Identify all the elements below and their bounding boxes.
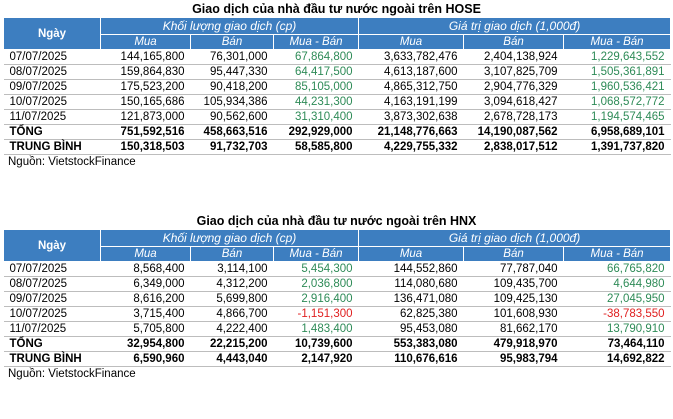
- date-cell: 11/07/2025: [4, 110, 101, 125]
- average-vol-buy-cell: 6,590,960: [101, 352, 191, 367]
- val-buy-cell: 4,163,191,199: [359, 95, 464, 110]
- vol-sell-cell: 4,312,200: [191, 277, 274, 292]
- vol-net-cell: 2,036,800: [274, 277, 359, 292]
- date-cell: 07/07/2025: [4, 50, 101, 65]
- vol-net-cell: 44,231,300: [274, 95, 359, 110]
- val-sell-cell: 2,678,728,173: [464, 110, 564, 125]
- table-row: [4, 307, 671, 322]
- date-cell: 09/07/2025: [4, 292, 101, 307]
- vol-sell-cell: 95,447,330: [191, 65, 274, 80]
- value-group-header: Giá trị giao dịch (1,000đ): [359, 230, 671, 247]
- vol-net-header: Mua - Bán: [274, 247, 359, 262]
- day-header: Ngày: [4, 230, 101, 262]
- val-net-cell: 1,960,536,421: [564, 80, 671, 95]
- vol-buy-cell: 159,864,830: [101, 65, 191, 80]
- total-val-sell-cell: 14,190,087,562: [464, 125, 564, 140]
- vol-net-cell: 85,105,000: [274, 80, 359, 95]
- volume-group-header: Khối lượng giao dịch (cp): [101, 230, 359, 247]
- average-val-sell-cell: 2,838,017,512: [464, 140, 564, 155]
- hnx-table: [3, 229, 671, 367]
- vol-buy-cell: 3,715,400: [101, 307, 191, 322]
- val-buy-cell: 3,633,782,476: [359, 50, 464, 65]
- vol-sell-cell: 5,699,800: [191, 292, 274, 307]
- val-buy-cell: 136,471,080: [359, 292, 464, 307]
- average-vol-sell-cell: 4,443,040: [191, 352, 274, 367]
- val-net-cell: 27,045,950: [564, 292, 671, 307]
- average-vol-net-cell: 58,585,800: [274, 140, 359, 155]
- average-val-buy-cell: 4,229,755,332: [359, 140, 464, 155]
- date-cell: 10/07/2025: [4, 95, 101, 110]
- total-vol-buy-cell: 32,954,800: [101, 337, 191, 352]
- val-buy-header: Mua: [359, 247, 464, 262]
- volume-group-header: Khối lượng giao dịch (cp): [101, 18, 359, 35]
- vol-buy-header: Mua: [101, 35, 191, 50]
- table-row: [4, 322, 671, 337]
- val-sell-cell: 2,404,138,924: [464, 50, 564, 65]
- date-cell: 10/07/2025: [4, 307, 101, 322]
- average-val-buy-cell: 110,676,616: [359, 352, 464, 367]
- val-buy-cell: 114,080,680: [359, 277, 464, 292]
- val-net-cell: 13,790,910: [564, 322, 671, 337]
- vol-buy-cell: 8,616,200: [101, 292, 191, 307]
- average-val-sell-cell: 95,983,794: [464, 352, 564, 367]
- day-header: Ngày: [4, 18, 101, 50]
- val-sell-header: Bán: [464, 247, 564, 262]
- val-net-cell: 1,505,361,891: [564, 65, 671, 80]
- vol-sell-cell: 3,114,100: [191, 262, 274, 277]
- total-vol-sell-cell: 458,663,516: [191, 125, 274, 140]
- vol-net-cell: 67,864,800: [274, 50, 359, 65]
- average-vol-buy-cell: 150,318,503: [101, 140, 191, 155]
- table-row: [4, 50, 671, 65]
- average-row: [4, 352, 671, 367]
- hose-title: Giao dịch của nhà đầu tư nước ngoài trên HOSE: [192, 2, 481, 16]
- val-sell-cell: 3,094,618,427: [464, 95, 564, 110]
- val-net-cell: 1,194,574,465: [564, 110, 671, 125]
- average-val-net-cell: 14,692,822: [564, 352, 671, 367]
- table-row: [4, 277, 671, 292]
- total-vol-net-cell: 10,739,600: [274, 337, 359, 352]
- hose-block: [3, 1, 670, 169]
- total-row: [4, 125, 671, 140]
- vol-buy-cell: 6,349,000: [101, 277, 191, 292]
- hnx-body: [4, 262, 671, 367]
- total-row: [4, 337, 671, 352]
- val-buy-cell: 3,873,302,638: [359, 110, 464, 125]
- val-sell-cell: 81,662,170: [464, 322, 564, 337]
- total-val-sell-cell: 479,918,970: [464, 337, 564, 352]
- vol-sell-cell: 4,866,700: [191, 307, 274, 322]
- value-group-header: Giá trị giao dịch (1,000đ): [359, 18, 671, 35]
- val-net-cell: 4,644,980: [564, 277, 671, 292]
- vol-net-header: Mua - Bán: [274, 35, 359, 50]
- vol-buy-cell: 144,165,800: [101, 50, 191, 65]
- vol-sell-cell: 90,418,200: [191, 80, 274, 95]
- vol-buy-cell: 175,523,200: [101, 80, 191, 95]
- val-net-header: Mua - Bán: [564, 35, 671, 50]
- hose-source: Nguồn: VietstockFinance: [8, 156, 136, 168]
- total-val-buy-cell: 21,148,776,663: [359, 125, 464, 140]
- date-cell: 08/07/2025: [4, 65, 101, 80]
- val-buy-cell: 4,613,187,600: [359, 65, 464, 80]
- vol-buy-header: Mua: [101, 247, 191, 262]
- date-cell: 08/07/2025: [4, 277, 101, 292]
- average-vol-net-cell: 2,147,920: [274, 352, 359, 367]
- total-label: TỔNG: [4, 337, 101, 352]
- vol-buy-cell: 121,873,000: [101, 110, 191, 125]
- val-sell-cell: 109,435,700: [464, 277, 564, 292]
- table-row: [4, 65, 671, 80]
- date-cell: 09/07/2025: [4, 80, 101, 95]
- val-sell-header: Bán: [464, 35, 564, 50]
- vol-buy-cell: 150,165,686: [101, 95, 191, 110]
- table-row: [4, 95, 671, 110]
- average-row: [4, 140, 671, 155]
- vol-buy-cell: 8,568,400: [101, 262, 191, 277]
- total-val-net-cell: 73,464,110: [564, 337, 671, 352]
- vol-sell-header: Bán: [191, 247, 274, 262]
- total-vol-sell-cell: 22,215,200: [191, 337, 274, 352]
- vol-sell-cell: 105,934,386: [191, 95, 274, 110]
- date-cell: 11/07/2025: [4, 322, 101, 337]
- average-val-net-cell: 1,391,737,820: [564, 140, 671, 155]
- val-net-cell: -38,783,550: [564, 307, 671, 322]
- average-label: TRUNG BÌNH: [4, 352, 101, 367]
- vol-buy-cell: 5,705,800: [101, 322, 191, 337]
- table-row: [4, 80, 671, 95]
- total-label: TỔNG: [4, 125, 101, 140]
- vol-sell-cell: 4,222,400: [191, 322, 274, 337]
- vol-net-cell: 1,483,400: [274, 322, 359, 337]
- total-val-buy-cell: 553,383,080: [359, 337, 464, 352]
- vol-sell-header: Bán: [191, 35, 274, 50]
- val-sell-cell: 109,425,130: [464, 292, 564, 307]
- table-row: [4, 262, 671, 277]
- average-vol-sell-cell: 91,732,703: [191, 140, 274, 155]
- total-val-net-cell: 6,958,689,101: [564, 125, 671, 140]
- val-net-cell: 1,068,572,772: [564, 95, 671, 110]
- val-buy-header: Mua: [359, 35, 464, 50]
- val-buy-cell: 4,865,312,750: [359, 80, 464, 95]
- table-row: [4, 110, 671, 125]
- date-cell: 07/07/2025: [4, 262, 101, 277]
- average-label: TRUNG BÌNH: [4, 140, 101, 155]
- hose-body: [4, 50, 671, 155]
- val-net-header: Mua - Bán: [564, 247, 671, 262]
- hnx-source: Nguồn: VietstockFinance: [8, 368, 136, 380]
- val-sell-cell: 2,904,776,329: [464, 80, 564, 95]
- table-row: [4, 292, 671, 307]
- vol-net-cell: 5,454,300: [274, 262, 359, 277]
- vol-net-cell: 2,916,400: [274, 292, 359, 307]
- val-sell-cell: 101,608,930: [464, 307, 564, 322]
- hnx-block: [3, 213, 670, 381]
- val-buy-cell: 62,825,380: [359, 307, 464, 322]
- val-buy-cell: 95,453,080: [359, 322, 464, 337]
- hose-table: [3, 17, 671, 155]
- vol-net-cell: -1,151,300: [274, 307, 359, 322]
- val-sell-cell: 77,787,040: [464, 262, 564, 277]
- hnx-title: Giao dịch của nhà đầu tư nước ngoài trên HNX: [196, 214, 477, 228]
- total-vol-net-cell: 292,929,000: [274, 125, 359, 140]
- val-buy-cell: 144,552,860: [359, 262, 464, 277]
- vol-net-cell: 31,310,400: [274, 110, 359, 125]
- vol-sell-cell: 76,301,000: [191, 50, 274, 65]
- val-sell-cell: 3,107,825,709: [464, 65, 564, 80]
- vol-net-cell: 64,417,500: [274, 65, 359, 80]
- val-net-cell: 66,765,820: [564, 262, 671, 277]
- total-vol-buy-cell: 751,592,516: [101, 125, 191, 140]
- val-net-cell: 1,229,643,552: [564, 50, 671, 65]
- vol-sell-cell: 90,562,600: [191, 110, 274, 125]
